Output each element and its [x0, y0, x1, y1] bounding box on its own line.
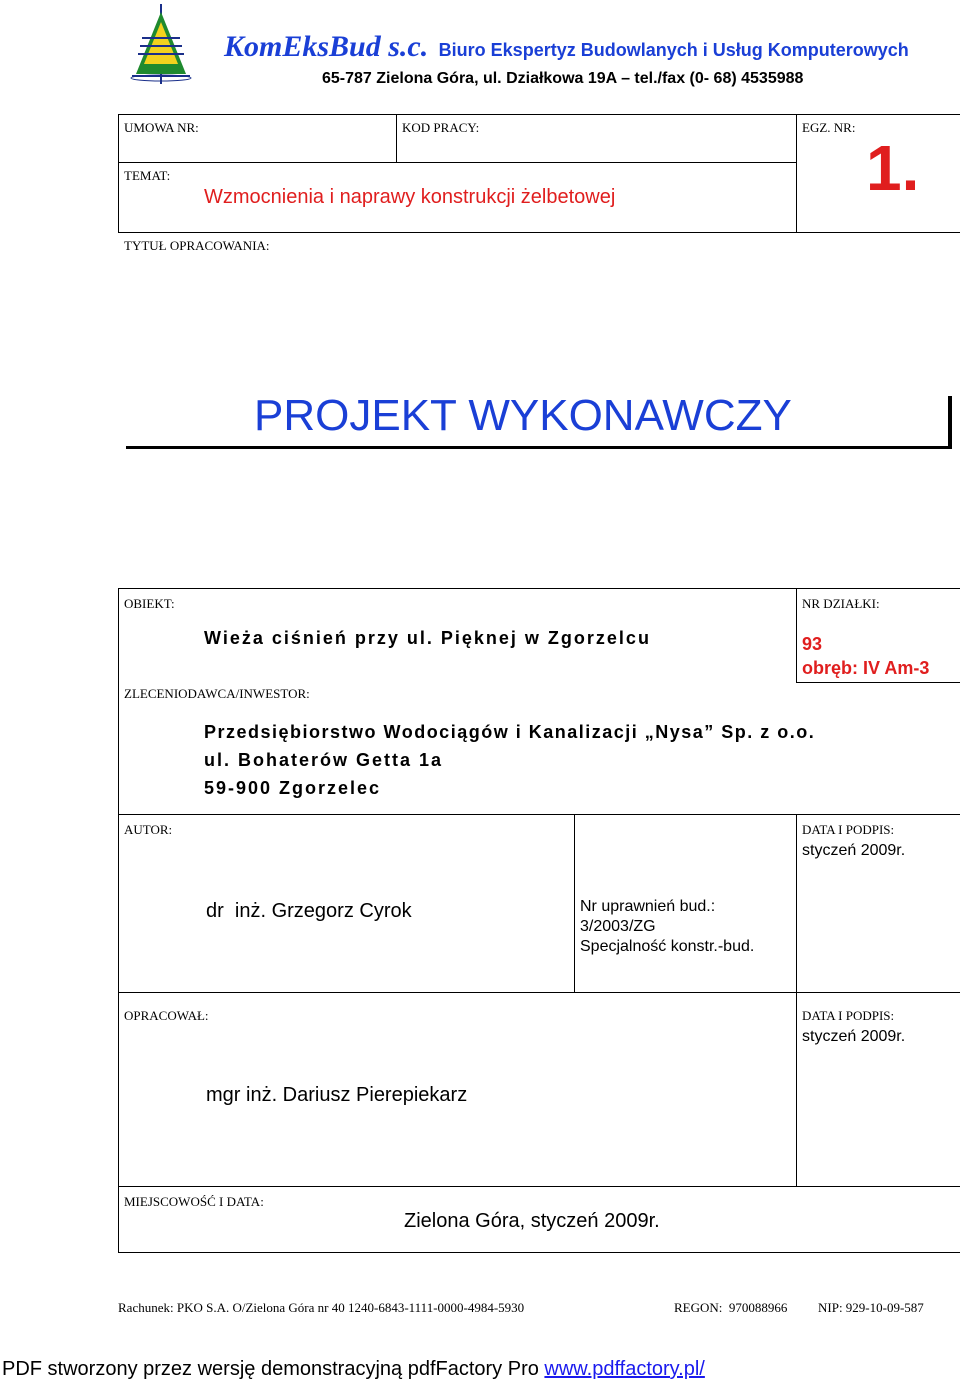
company-logo [128, 2, 194, 86]
pdffactory-link[interactable]: www.pdffactory.pl/ [544, 1358, 705, 1380]
company-brand: KomEksBud s.c. [224, 30, 429, 63]
project-title: PROJEKT WYKONAWCZY [254, 391, 792, 440]
temat-label: TEMAT: [124, 168, 171, 183]
company-tagline: Biuro Ekspertyz Budowlanych i Usług Komputerowych [438, 40, 909, 60]
tytul-label: TYTUŁ OPRACOWANIA: [124, 238, 270, 253]
regon: REGON: 970088966 [674, 1300, 788, 1315]
nr-dzialki-value: 93 [802, 634, 823, 654]
opracowal-data-label: DATA I PODPIS: [802, 1008, 895, 1023]
uprawnienia-line3: Specjalność konstr.-bud. [580, 938, 755, 955]
bank-account: Rachunek: PKO S.A. O/Zielona Góra nr 40 1240-6843-1111-0000-4984-5930 [118, 1300, 525, 1315]
egz-number: 1. [866, 132, 920, 204]
nip: NIP: 929-10-09-587 [818, 1300, 924, 1315]
zleceniodawca-label: ZLECENIODAWCA/INWESTOR: [124, 686, 310, 701]
zleceniodawca-line2: ul. Bohaterów Getta 1a [204, 750, 444, 770]
zleceniodawca-line3: 59-900 Zgorzelec [204, 778, 382, 798]
autor-data-label: DATA I PODPIS: [802, 822, 895, 837]
umowa-label: UMOWA NR: [124, 120, 199, 135]
zleceniodawca-line1: Przedsiębiorstwo Wodociągów i Kanalizacji „Nysa” Sp. z o.o. [204, 722, 816, 742]
company-header [224, 30, 909, 64]
opracowal-date: styczeń 2009r. [802, 1028, 906, 1045]
obiekt-label: OBIEKT: [124, 596, 175, 611]
pdf-watermark-text: PDF stworzony przez wersję demonstracyjną pdfFactory Pro [2, 1358, 539, 1380]
title-underline [126, 446, 952, 449]
miejscowosc-value: Zielona Góra, styczeń 2009r. [404, 1210, 660, 1232]
pdf-watermark [2, 1358, 705, 1381]
autor-date: styczeń 2009r. [802, 842, 906, 859]
obiekt-value: Wieża ciśnień przy ul. Pięknej w Zgorzelcu [204, 628, 651, 648]
title-bracket [948, 396, 952, 448]
nr-dzialki-label: NR DZIAŁKI: [802, 596, 880, 611]
opracowal-label: OPRACOWAŁ: [124, 1008, 209, 1023]
obreb-value: obręb: IV Am-3 [802, 658, 930, 678]
miejscowosc-label: MIEJSCOWOŚĆ I DATA: [124, 1194, 264, 1209]
kod-pracy-label: KOD PRACY: [402, 120, 480, 135]
temat-value: Wzmocnienia i naprawy konstrukcji żelbetowej [204, 186, 616, 208]
egz-label: EGZ. NR: [802, 120, 856, 135]
uprawnienia-line2: 3/2003/ZG [580, 918, 656, 935]
company-address: 65-787 Zielona Góra, ul. Działkowa 19A – tel./fax (0- 68) 4535988 [322, 70, 804, 87]
autor-name: dr inż. Grzegorz Cyrok [206, 900, 412, 922]
autor-label: AUTOR: [124, 822, 173, 837]
uprawnienia-line1: Nr uprawnień bud.: [580, 898, 716, 915]
opracowal-name: mgr inż. Dariusz Pierepiekarz [206, 1084, 468, 1106]
